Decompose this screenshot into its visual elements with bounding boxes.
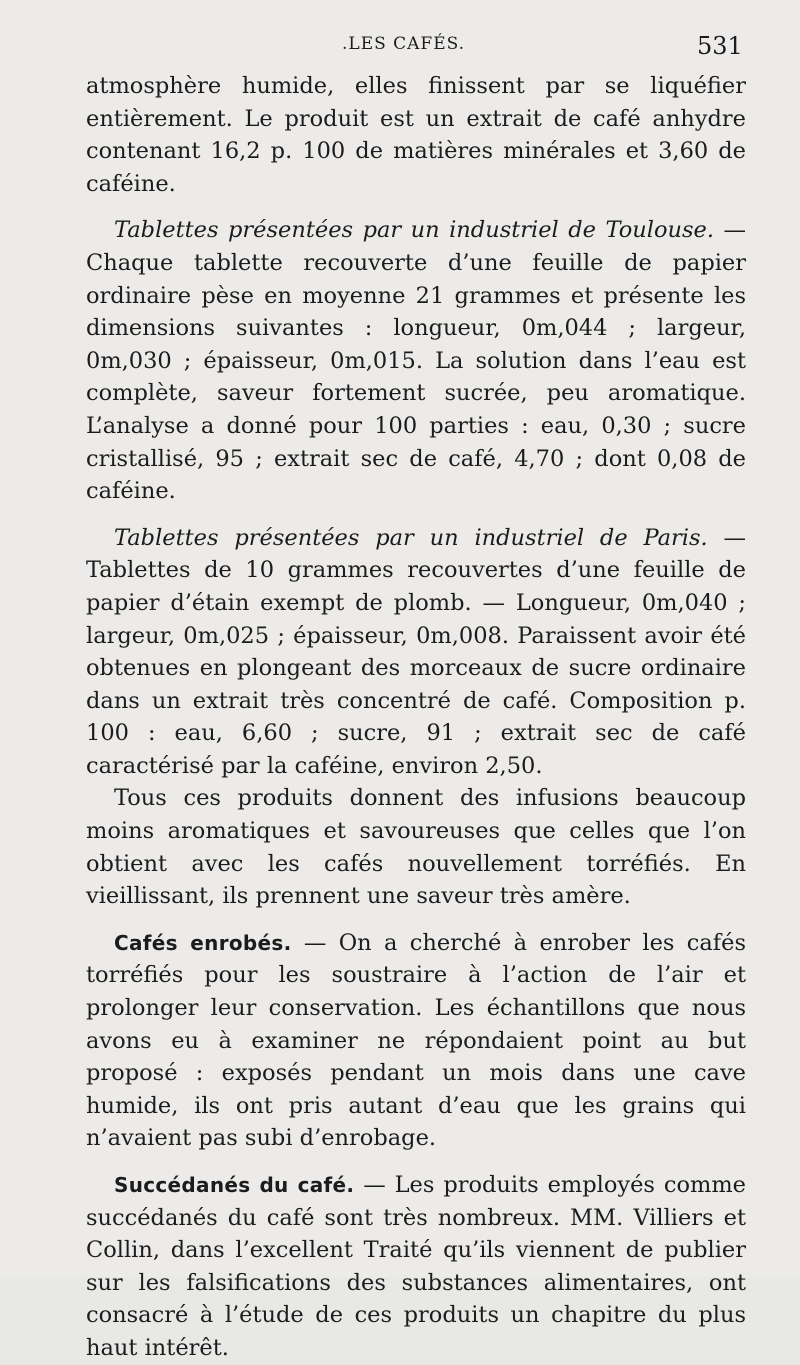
paragraph-text: Tous ces produits donnent des infusions beaucoup moins aromatiques et savoureuses que celles que l’on obtient avec les cafés nouvellement torréfiés. En vieillissant, ils prennent une saveur très amère. <box>86 785 746 910</box>
section-title-succedanes: Succédanés du café. <box>114 1173 355 1197</box>
page-header <box>0 32 800 62</box>
paragraph-produits-summary <box>86 782 746 912</box>
paragraph-text: — On a cherché à enrober les cafés torréfiés pour les soustraire à l’action de l’air et prolonger leur conservation. Les échantillons que nous avons eu à examiner ne répondaient point au but proposé : exposés pendant un mois dans une cave humide, ils ont pris autant d’eau que les grains qui n’avaient pas subi d’enrobage. <box>86 929 746 1152</box>
section-title-cafes-enrobes: Cafés enrobés. <box>114 930 292 955</box>
paragraph-cafes-enrobes <box>86 927 746 1155</box>
paragraph-text: — Les produits employés comme succédanés du café sont très nombreux. MM. Villiers et Collin, dans l’excellent Traité qu’ils viennent de publier sur les falsifications des substances alimentaires, ont consacré à l’étude de ces produits un chapitre du plus haut intérêt. <box>86 1172 746 1361</box>
page-number: 531 <box>697 32 743 60</box>
paragraph-tablettes-toulouse <box>86 214 746 507</box>
running-head: .LES CAFÉS. <box>342 34 466 54</box>
section-title-tablettes-paris: Tablettes présentées par un industriel de Paris. <box>114 524 708 551</box>
paragraph-succedanes <box>86 1169 746 1365</box>
paragraph-text: atmosphère humide, elles finissent par se liquéfier entièrement. Le produit est un extrait de café anhydre contenant 16,2 p. 100 de matières minérales et 3,60 de caféine. <box>86 73 746 197</box>
paragraph-continuation <box>86 70 746 200</box>
section-title-tablettes-toulouse: Tablettes présentées par un industriel de Toulouse. <box>114 217 714 244</box>
paragraph-text: — Chaque tablette recouverte d’une feuille de papier ordinaire pèse en moyenne 21 grammes et présente les dimensions suivantes : longueur, 0m,044 ; largeur, 0m,030 ; épaisseur, 0m,015. La solution dans l’eau est complète, saveur fortement sucrée, peu aromatique. L’analyse a donné pour 100 parties : eau, 0,30 ; sucre cristallisé, 95 ; extrait sec de café, 4,70 ; dont 0,08 de caféine. <box>86 217 746 505</box>
page-body <box>86 70 746 1365</box>
paragraph-text: — Tablettes de 10 grammes recouvertes d’une feuille de papier d’étain exempt de plomb. — Longueur, 0m,040 ; largeur, 0m,025 ; épaisseur, 0m,008. Paraissent avoir été obtenues en plongeant des morceaux de sucre ordinaire dans un extrait très concentré de café. Composition p. 100 : eau, 6,60 ; sucre, 91 ; extrait sec de café caractérisé par la caféine, environ 2,50. <box>86 524 747 779</box>
paragraph-tablettes-paris <box>86 522 746 783</box>
